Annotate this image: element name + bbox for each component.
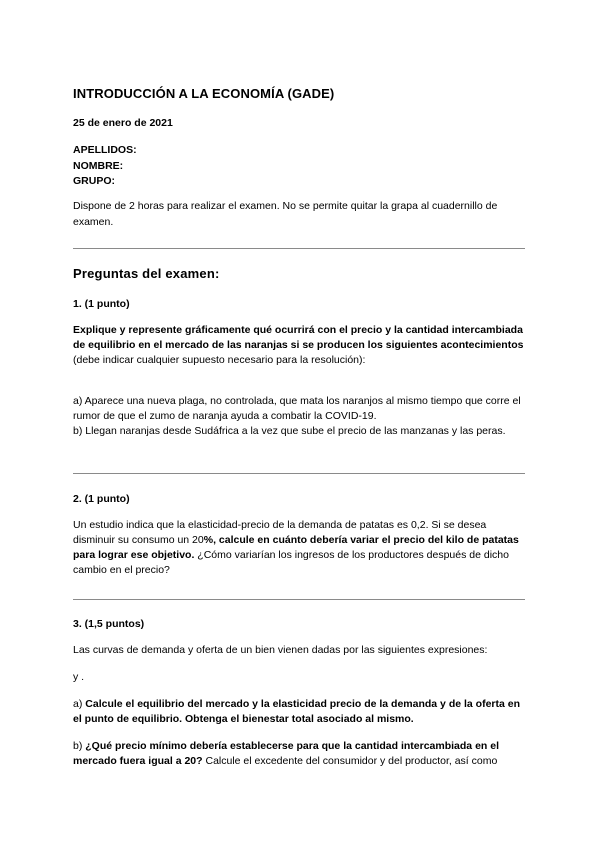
- question-3-item-a: [73, 697, 525, 727]
- question-3-item-a-text: Calcule el equilibrio del mercado y la elasticidad precio de la demanda y de la oferta en el punto de equilibrio. Obtenga el bienestar total asociado al mismo.: [73, 698, 521, 725]
- question-1-item-b: b) Llegan naranjas desde Sudáfrica a la vez que sube el precio de las manzanas y las peras.: [73, 425, 506, 437]
- student-fields: [73, 143, 525, 190]
- exam-instructions: Dispone de 2 horas para realizar el examen. No se permite quitar la grapa al cuadernillo de examen.: [73, 200, 498, 228]
- field-grupo: GRUPO:: [73, 175, 115, 187]
- question-3-item-b-label: b): [73, 740, 86, 752]
- question-1-prompt: [73, 323, 525, 368]
- question-2-header: 2. (1 punto): [73, 493, 130, 505]
- section-title: Preguntas del examen:: [73, 266, 220, 281]
- question-3-header: 3. (1,5 puntos): [73, 618, 145, 630]
- question-1-prompt-bold: Explique y represente gráficamente qué ocurrirá con el precio y la cantidad intercambiada de equilibrio en el mercado de las naranjas si se producen los siguientes acontecimientos: [73, 324, 524, 351]
- question-2-text-bold: %, calcule en cuánto debería variar el precio del kilo de patatas para lograr ese objetivo.: [73, 534, 519, 561]
- question-1-prompt-rest: (debe indicar cualquier supuesto necesario para la resolución):: [73, 354, 366, 366]
- field-nombre: NOMBRE:: [73, 159, 124, 172]
- divider: [73, 599, 525, 600]
- exam-date: 25 de enero de 2021: [73, 117, 173, 129]
- question-2-text: [73, 518, 525, 578]
- divider: [73, 473, 525, 474]
- question-1-item-a: a) Aparece una nueva plaga, no controlada, que mata los naranjos al mismo tiempo que corre el rumor de que el zumo de naranja ayuda a combatir la COVID-19.: [73, 395, 521, 422]
- question-2-text-1: Un estudio indica que la elasticidad-precio de la demanda de patatas es 0,2. Si se desea disminuir su consumo un 20: [73, 519, 487, 546]
- exam-title: INTRODUCCIÓN A LA ECONOMÍA (GADE): [73, 86, 335, 101]
- question-1-header: 1. (1 punto): [73, 298, 130, 310]
- divider: [73, 248, 525, 249]
- question-3-item-a-label: a): [73, 698, 86, 710]
- question-3-formula-line: y .: [73, 671, 85, 683]
- question-3-item-b-rest: Calcule el excedente del consumidor y del productor, así como: [202, 755, 498, 767]
- question-3-intro: Las curvas de demanda y oferta de un bien vienen dadas por las siguientes expresiones:: [73, 644, 488, 656]
- field-apellidos: APELLIDOS:: [73, 144, 137, 156]
- question-2-text-3: ¿Cómo variarían los ingresos de los productores después de dicho cambio en el precio?: [73, 549, 509, 576]
- question-3-item-b: [73, 739, 525, 769]
- question-3-item-b-bold: ¿Qué precio mínimo debería establecerse para que la cantidad intercambiada en el mercado fuera igual a 20?: [73, 740, 499, 767]
